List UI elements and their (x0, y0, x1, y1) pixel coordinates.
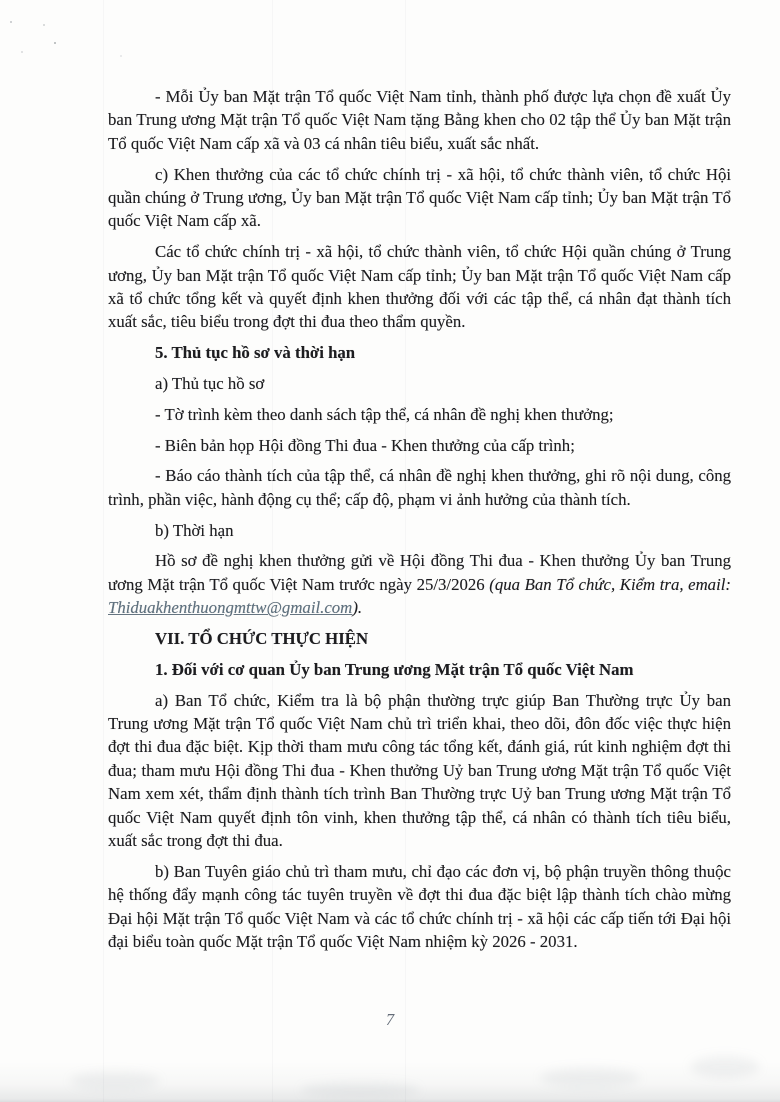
scan-fold-line (103, 0, 104, 1102)
heading-section-7: VII. TỔ CHỨC THỰC HIỆN (155, 629, 369, 649)
paragraph-b-ban-tuyen-giao: b) Ban Tuyên giáo chủ trì tham mưu, chỉ đạo các đơn vị, bộ phận truyền thông thuộc hệ thống đẩy mạnh công tác tuyên truyền về đợt thi đua đặc biệt lập thành tích chào mừng Đại hội Mặt trận Tổ quốc Việt Nam và các tổ chức chính trị - xã hội các cấp tiến tới Đại hội đại biểu toàn quốc Mặt trận Tổ quốc Việt Nam nhiệm kỳ 2026 - 2031. (108, 861, 731, 952)
deadline-text: Hồ sơ đề nghị khen thưởng gửi về Hội đồng Thi đua - Khen thưởng Ủy ban Trung ương Mặt trận Tổ quốc Việt Nam trước ngày 25/3/2026 (108, 551, 731, 594)
paragraph-award-selection: - Mỗi Ủy ban Mặt trận Tổ quốc Việt Nam tỉnh, thành phố được lựa chọn đề xuất Ủy ban Trung ương Mặt trận Tổ quốc Việt Nam tặng Bằng khen cho 02 tập thể Ủy ban Mặt trận Tổ quốc Việt Nam cấp xã và 03 cá nhân tiêu biểu, xuất sắc nhất. (108, 87, 731, 153)
list-item-to-trinh: - Tờ trình kèm theo danh sách tập thể, cá nhân đề nghị khen thưởng; (155, 404, 614, 424)
paragraph-b-thoi-han: b) Thời hạn (155, 520, 234, 540)
toner-specks (0, 0, 2, 2)
deadline-note-open: (qua Ban Tổ chức, Kiểm tra, email: (489, 574, 731, 594)
paragraph-deadline (108, 549, 731, 619)
page-number: 7 (385, 1010, 395, 1029)
heading-section-7-1: 1. Đối với cơ quan Ủy ban Trung ương Mặt trận Tổ quốc Việt Nam (155, 659, 634, 679)
paragraph-a-thu-tuc: a) Thủ tục hồ sơ (155, 374, 265, 394)
list-item-bien-ban: - Biên bản họp Hội đồng Thi đua - Khen thưởng của cấp trình; (155, 435, 575, 455)
heading-section-5: 5. Thủ tục hồ sơ và thời hạn (155, 343, 356, 363)
scan-edge-shadow (0, 1062, 780, 1102)
document-body (108, 85, 731, 961)
paragraph-c-khen-thuong: c) Khen thưởng của các tổ chức chính trị - xã hội, tổ chức thành viên, tổ chức Hội quần chúng ở Trung ương, Ủy ban Mặt trận Tổ quốc Việt Nam cấp tỉnh; Ủy ban Mặt trận Tổ quốc Việt Nam cấp xã. (108, 164, 731, 231)
email-address: Thiduakhenthuongmttw@gmail.com (108, 598, 353, 618)
paragraph-a-ban-to-chuc: a) Ban Tổ chức, Kiểm tra là bộ phận thường trực giúp Ban Thường trực Ủy ban Trung ương Mặt trận Tổ quốc Việt Nam chủ trì triển khai, theo dõi, đôn đốc việc thực hiện đợt thi đua đặc biệt. Kịp thời tham mưu công tác tổng kết, đánh giá, rút kinh nghiệm đợt thi đua; tham mưu Hội đồng Thi đua - Khen thưởng Uỷ ban Trung ương Mặt trận Tổ quốc Việt Nam xem xét, thẩm định thành tích trình Ban Thường trực Uỷ ban Trung ương Mặt trận Tổ quốc Việt Nam quyết định tôn vinh, khen thưởng tập thể, cá nhân có thành tích tiêu biểu, xuất sắc trong đợt thi đua. (108, 690, 731, 851)
paragraph-cac-to-chuc: Các tổ chức chính trị - xã hội, tổ chức thành viên, tổ chức Hội quần chúng ở Trung ương, Ủy ban Mặt trận Tổ quốc Việt Nam cấp tỉnh; Ủy ban Mặt trận Tổ quốc Việt Nam cấp xã tổ chức tổng kết và quyết định khen thưởng đối với các tập thể, cá nhân đạt thành tích xuất sắc, tiêu biểu trong đợt thi đua theo thẩm quyền. (108, 242, 731, 332)
deadline-note-close: ). (352, 598, 363, 618)
list-item-bao-cao: - Báo cáo thành tích của tập thể, cá nhân đề nghị khen thưởng, ghi rõ nội dung, công trình, phần việc, hành động cụ thể; cấp độ, phạm vi ảnh hưởng của thành tích. (108, 466, 731, 509)
